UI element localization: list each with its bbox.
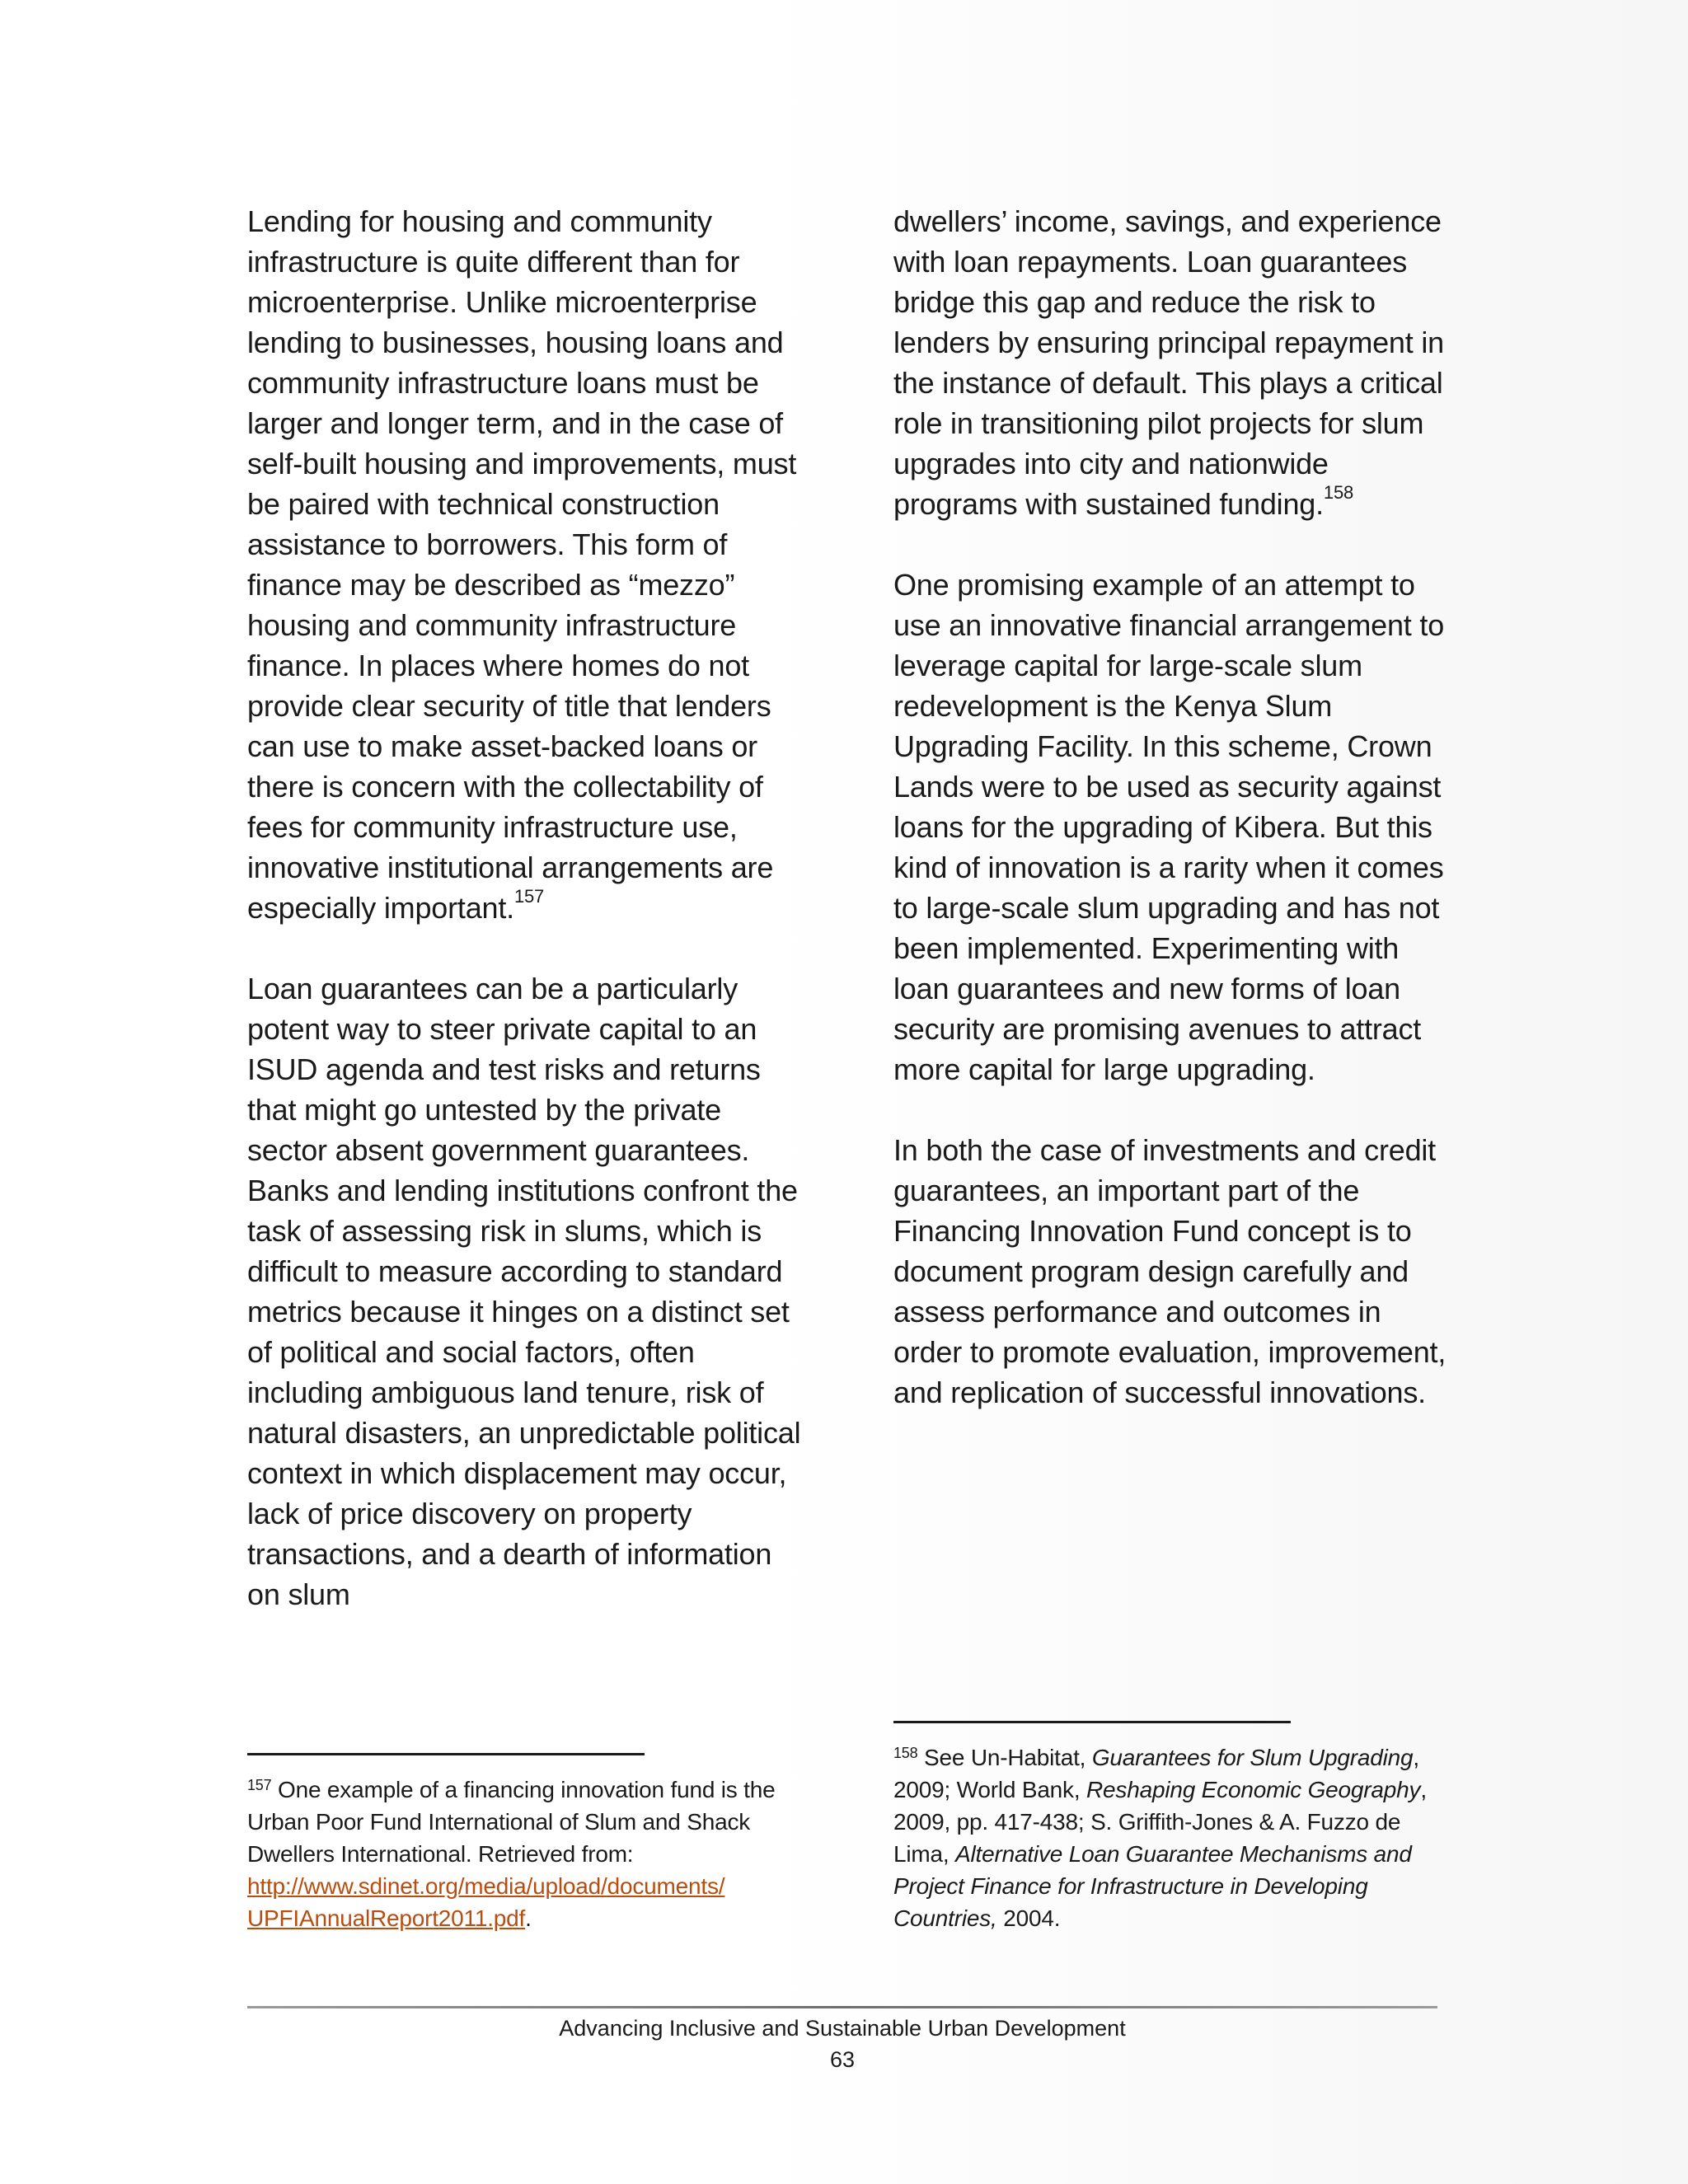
footnote-158-title-3: Alternative Loan Guarantee Mechanisms and Project Finance for Infrastructure in Developing Countries, <box>893 1841 1412 1931</box>
right-paragraph-2: One promising example of an attempt to use an innovative financial arrangement to leverage capital for large-scale slum redevelopment is the Kenya Slum Upgrading Facility. In this scheme, Crown Lands were to be used as security against loans for the upgrading of Kibera. But this kind of innovation is a rarity when it comes to large-scale slum upgrading and has not been implemented. Experimenting with loan guarantees and new forms of loan security are promising avenues to attract more capital for large upgrading. <box>893 568 1445 1086</box>
right-column <box>893 201 1454 1453</box>
left-column <box>247 201 808 1655</box>
footnote-ref-157[interactable]: 157 <box>513 886 545 907</box>
footnote-157-end: . <box>525 1905 532 1931</box>
footnote-157-link-line-1: http://www.sdinet.org/media/upload/documents/ <box>247 1873 725 1899</box>
left-paragraph-1-text: Lending for housing and community infrastructure is quite different than for microenterprise. Unlike microenterprise lending to businesses, housing loans and community infrastructure loans must be larger and longer term, and in the case of self-built housing and improvements, must be paired with technical construction assistance to borrowers. This form of finance may be described as “mezzo” housing and community infrastructure finance. In places where homes do not provide clear security of title that lenders can use to make asset-backed loans or there is concern with the collectability of fees for community infrastructure use, innovative institutional arrangements are especially important. <box>247 204 797 925</box>
left-paragraph-1 <box>247 201 808 928</box>
footnote-157-number: 157 <box>247 1777 272 1793</box>
footnote-158-title-2: Reshaping Economic Geography <box>1086 1777 1421 1802</box>
right-paragraph-1 <box>893 201 1454 524</box>
footnote-157 <box>247 1774 816 1934</box>
footnote-158 <box>893 1741 1446 1934</box>
footnote-157-link-line-2: UPFIAnnualReport2011.pdf <box>247 1905 526 1931</box>
footnote-157-link[interactable] <box>247 1873 724 1931</box>
right-paragraph-1-text: dwellers’ income, savings, and experience with loan repayments. Loan guarantees bridge this gap and reduce the risk to lenders by ensuring principal repayment in the instance of default. This plays a critical role in transitioning pilot projects for slum upgrades into city and nationwide programs with sustained funding. <box>893 204 1444 521</box>
footnote-ref-158[interactable]: 158 <box>1323 482 1354 503</box>
footnote-158-text-2: , 2009; World Bank, <box>893 1745 1419 1802</box>
footnote-separator-right <box>893 1721 1291 1723</box>
footnote-158-text-3: , 2009, pp. 417-438; S. Griffith-Jones & A. Fuzzo de Lima, <box>893 1777 1427 1867</box>
footnote-158-title-1: Guarantees for Slum Upgrading <box>1091 1745 1414 1770</box>
right-paragraph-3: In both the case of investments and credit guarantees, an important part of the Financing Innovation Fund concept is to document program design carefully and assess performance and outcomes in order to promote evaluation, improvement, and replication of successful innovations. <box>893 1133 1447 1409</box>
footnote-158-number: 158 <box>893 1745 918 1761</box>
footnote-158-text-1: See Un-Habitat, <box>917 1745 1092 1770</box>
left-paragraph-2: Loan guarantees can be a particularly potent way to steer private capital to an ISUD agenda and test risks and returns that might go untested by the private sector absent government guarantees. Banks and lending institutions confront the task of assessing risk in slums, which is difficult to measure according to standard metrics because it hinges on a distinct set of political and social factors, often including ambiguous land tenure, risk of natural disasters, an unpredictable political context in which displacement may occur, lack of price discovery on property transactions, and a dearth of information on slum <box>247 972 801 1611</box>
footnote-158-text-4: 2004. <box>996 1905 1061 1931</box>
footnote-separator-left <box>247 1753 645 1755</box>
footer-rule <box>247 2006 1437 2008</box>
page-number: 63 <box>829 2047 856 2072</box>
footnote-157-text: One example of a financing innovation fund is the Urban Poor Fund International of Slum and Shack Dwellers International. Retrieved from: <box>247 1777 776 1867</box>
footer-title: Advancing Inclusive and Sustainable Urban Development <box>559 2016 1126 2041</box>
